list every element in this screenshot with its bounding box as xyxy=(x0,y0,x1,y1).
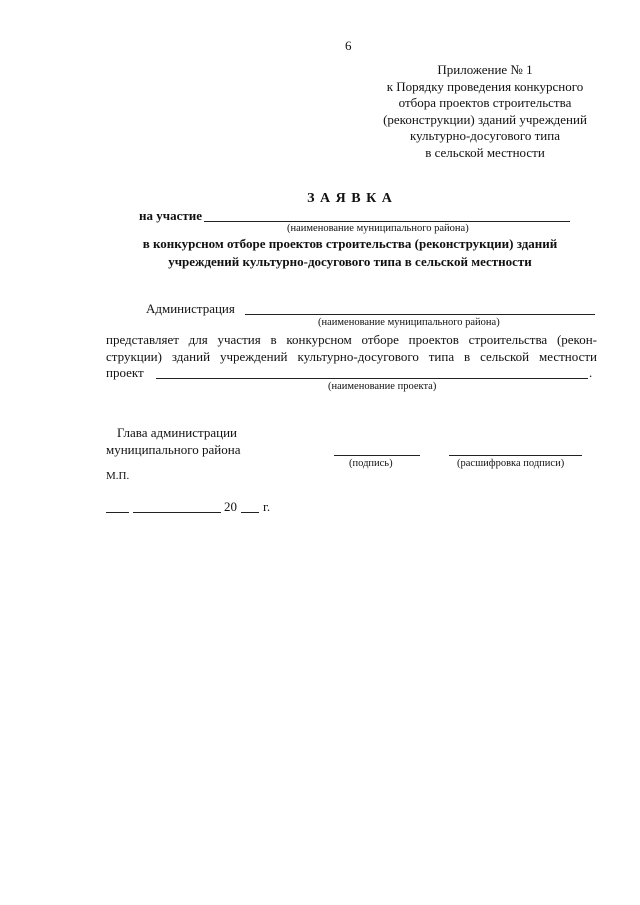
participation-label: на участие xyxy=(139,208,202,223)
head-title-line: муниципального района xyxy=(106,442,241,457)
body-line: представляет для участия в конкурсном отборе проектов строительства (рекон- xyxy=(106,332,597,347)
signature-decoding-hint: (расшифровка подписи) xyxy=(457,458,565,469)
administration-label: Администрация xyxy=(146,301,235,316)
stamp-label: М.П. xyxy=(106,470,130,482)
administration-hint: (наименование муниципального района) xyxy=(318,317,500,328)
contest-line: учреждений культурно-досугового типа в сельской местности xyxy=(168,254,532,269)
project-field[interactable] xyxy=(156,378,588,379)
project-label: проект xyxy=(106,365,144,380)
body-line: струкции) зданий учреждений культурно-досугового типа в сельской местности xyxy=(106,349,597,364)
date-day-field[interactable] xyxy=(106,512,129,513)
appendix-line: Приложение № 1 xyxy=(437,62,533,77)
contest-line: в конкурсном отборе проектов строительства (реконструкции) зданий xyxy=(142,236,558,251)
date-year-prefix: 20 xyxy=(224,499,237,514)
municipal-area-field[interactable] xyxy=(204,221,570,222)
appendix-line: отбора проектов строительства xyxy=(398,95,572,110)
page-number: 6 xyxy=(345,38,352,53)
signature-hint: (подпись) xyxy=(349,458,393,469)
project-end: . xyxy=(589,365,593,380)
project-hint: (наименование проекта) xyxy=(328,381,437,392)
appendix-line: в сельской местности xyxy=(425,144,545,160)
appendix-block xyxy=(360,62,610,161)
signature-decoding-field[interactable] xyxy=(449,455,582,456)
appendix-line: (реконструкции) зданий учреждений xyxy=(383,111,587,127)
date-year-suffix: г. xyxy=(263,499,271,514)
administration-field[interactable] xyxy=(245,314,595,315)
municipal-area-hint: (наименование муниципального района) xyxy=(287,223,469,234)
date-year-field[interactable] xyxy=(241,512,259,513)
document-title: З А Я В К А xyxy=(307,191,393,206)
appendix-line: к Порядку проведения конкурсного xyxy=(386,78,584,94)
date-month-field[interactable] xyxy=(133,512,221,513)
appendix-line: культурно-досугового типа xyxy=(410,128,560,143)
head-title-line: Глава администрации xyxy=(117,425,238,440)
signature-field[interactable] xyxy=(334,455,420,456)
